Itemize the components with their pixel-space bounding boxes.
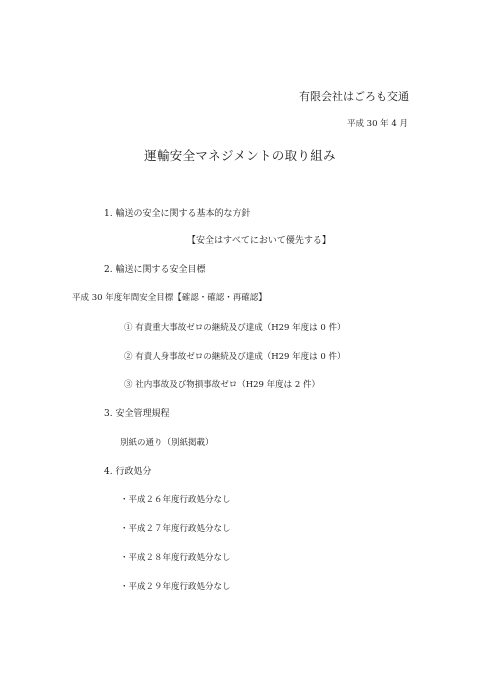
- goal-item: ③ 社内事故及び物損事故ゼロ（H29 年度は 2 件）: [124, 380, 320, 390]
- document-title: 運輸安全マネジメントの取り組み: [144, 148, 336, 163]
- admin-item: ・平成２８年度行政処分なし: [120, 553, 231, 563]
- admin-item: ・平成２７年度行政処分なし: [120, 524, 231, 534]
- goal-item: ② 有責人身事故ゼロの継続及び達成（H29 年度は 0 件）: [124, 352, 346, 362]
- section-policy-heading: 1. 輸送の安全に関する基本的な方針: [104, 209, 251, 219]
- safety-motto: 【安全はすべてにおいて優先する】: [187, 236, 331, 246]
- admin-item: ・平成２６年度行政処分なし: [120, 495, 231, 505]
- company-name: 有限会社はごろも交通: [299, 90, 409, 103]
- section-goals-heading: 2. 輸送に関する安全目標: [104, 265, 206, 275]
- section-regulations-heading: 3. 安全管理規程: [104, 409, 170, 419]
- regulations-note: 別紙の通り（別紙掲載）: [120, 438, 214, 448]
- goal-item: ① 有責重大事故ゼロの継続及び達成（H29 年度は 0 件）: [124, 323, 346, 333]
- section-admin-heading: 4. 行政処分: [104, 467, 152, 477]
- document-date: 平成 30 年 4 月: [346, 119, 408, 129]
- admin-item: ・平成２９年度行政処分なし: [120, 582, 231, 592]
- annual-goal-heading: 平成 30 年度年間安全目標【確認・確認・再確認】: [72, 293, 267, 303]
